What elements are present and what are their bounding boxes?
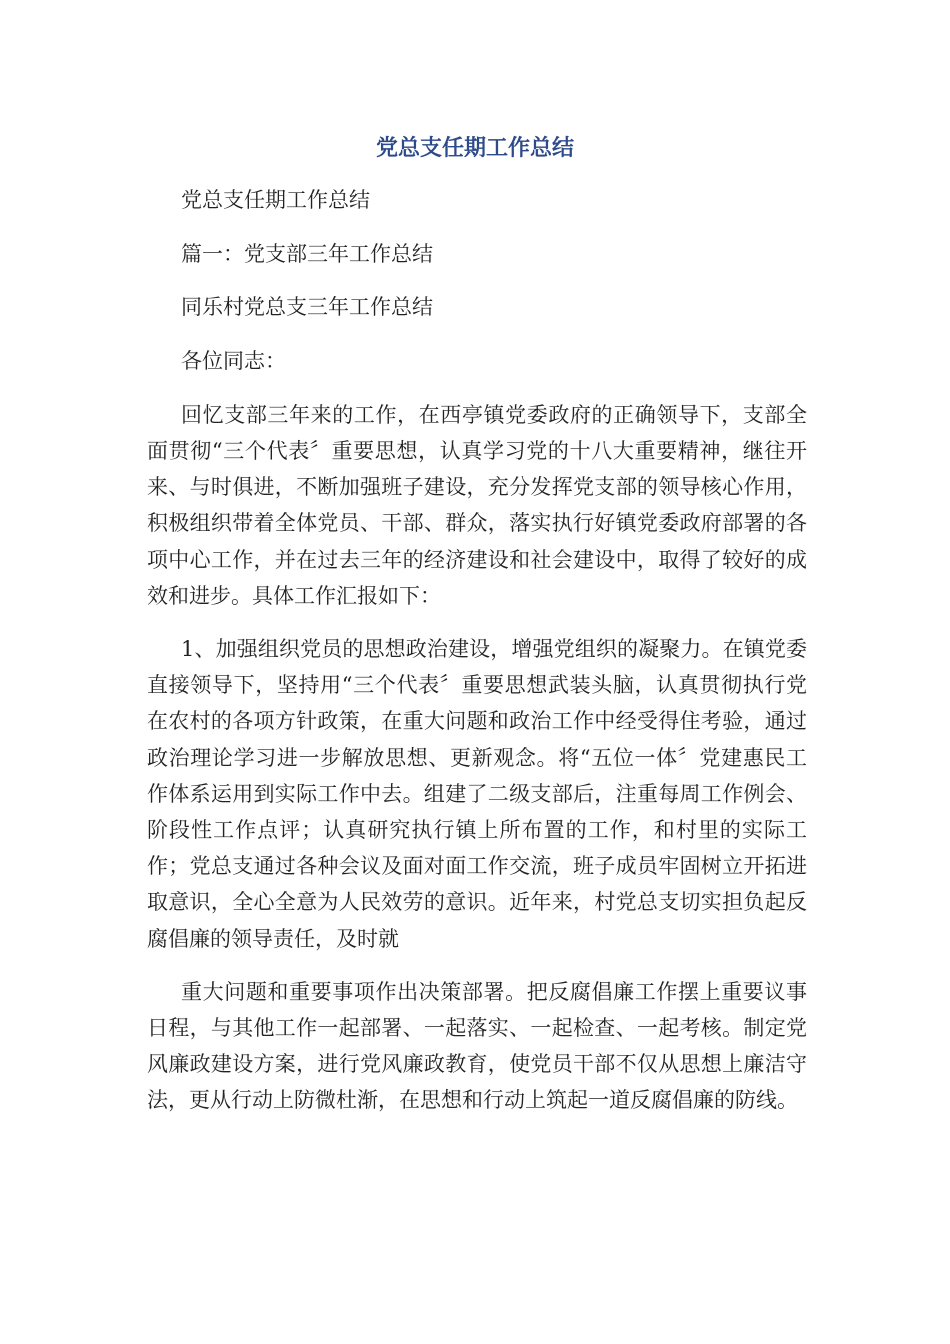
document-body (147, 182, 807, 1136)
paragraph-subtitle: 党总支任期工作总结 (181, 188, 370, 212)
paragraph-salutation: 各位同志： (181, 349, 286, 374)
paragraph-report-title: 同乐村党总支三年工作总结 (181, 295, 433, 320)
paragraph-intro: 回忆支部三年来的工作，在西亭镇党委政府的正确领导下，支部全面贯彻“三个代表〞重要思想，认真学习党的十八大重要精神，继往开来、与时俱进，不断加强班子建设，充分发挥党支部的领导核心作用，积极组织带着全体党员、干部、群众，落实执行好镇党委政府部署的各项中心工作，并在过去三年的经济建设和社会建设中，取得了较好的成效和进步。具体工作汇报如下： (147, 402, 807, 608)
document-title: 党总支任期工作总结 (375, 136, 574, 161)
paragraph-section-heading: 篇一：党支部三年工作总结 (181, 241, 433, 266)
paragraph-item-1: 1、加强组织党员的思想政治建设，增强党组织的凝聚力。在镇党委直接领导下，坚持用“三个代表〞重要思想武装头脑，认真贯彻执行党在农村的各项方针政策，在重大问题和政治工作中经受得住考验，通过政治理论学习进一步解放思想、更新观念。将“五位一体〞党建惠民工作体系运用到实际工作中去。组建了二级支部后，注重每周工作例会、阶段性工作点评；认真研究执行镇上所布置的工作，和村里的实际工作；党总支通过各种会议及面对面工作交流，班子成员牢固树立开拓进取意识，全心全意为人民效劳的意识。近年来，村党总支切实担负起反腐倡廉的领导责任，及时就 (147, 637, 807, 951)
paragraph-anticorruption: 重大问题和重要事项作出决策部署。把反腐倡廉工作摆上重要议事日程，与其他工作一起部署、一起落实、一起检查、一起考核。制定党风廉政建设方案，进行党风廉政教育，使党员干部不仅从思想上廉洁守法，更从行动上防微杜渐，在思想和行动上筑起一道反腐倡廉的防线。 (147, 979, 807, 1113)
